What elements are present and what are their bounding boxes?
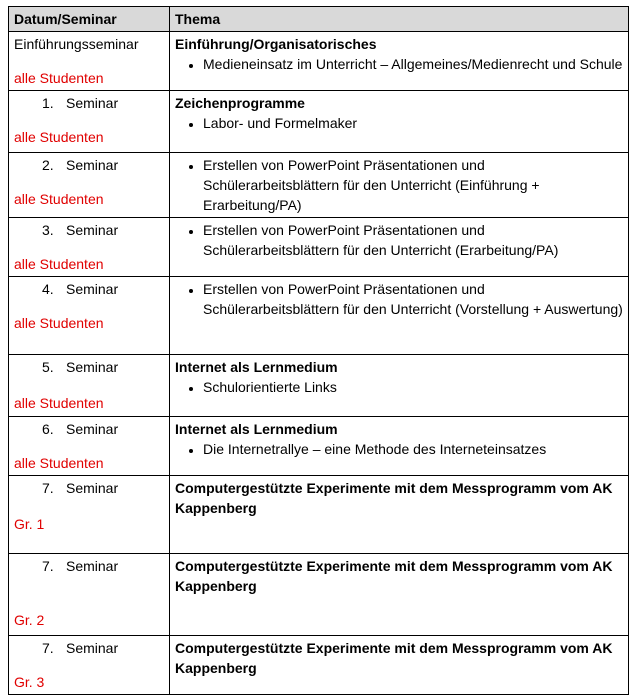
topic-cell: [170, 636, 629, 695]
seminar-name: Seminar: [66, 95, 119, 111]
seminar-cell: [9, 218, 170, 277]
topic-bullet: • Schulorientierte Links: [203, 377, 623, 397]
seminar-cell: [9, 91, 170, 153]
table-row: [9, 218, 629, 277]
header-row: [9, 7, 629, 32]
table-row: [9, 277, 629, 355]
seminar-label: [14, 357, 164, 377]
seminar-label: [14, 220, 164, 240]
topic-bullet: • Labor- und Formelmaker: [203, 113, 623, 133]
topic-title: Zeichenprogramme: [175, 95, 305, 111]
topic-title: Einführung/Organisatorisches: [175, 36, 377, 52]
audience-label: alle Studenten: [14, 129, 104, 145]
seminar-name: Seminar: [66, 421, 119, 437]
seminar-cell: [9, 355, 170, 417]
header-date-seminar: Datum/Seminar: [9, 7, 170, 32]
seminar-number: 1.: [42, 95, 54, 111]
table-row: [9, 32, 629, 91]
topic-cell: [170, 355, 629, 417]
seminar-cell: [9, 554, 170, 636]
seminar-name: Seminar: [66, 480, 119, 496]
topic-bullet-list: [175, 54, 623, 74]
topic-cell: [170, 91, 629, 153]
topic-bullet: • Medieneinsatz im Unterricht – Allgemeines/Medienrecht und Schule: [203, 54, 623, 74]
seminar-label: [14, 478, 164, 498]
topic-cell: [170, 32, 629, 91]
seminar-number: 6.: [42, 421, 54, 437]
seminar-label: [14, 419, 164, 439]
seminar-number: 7.: [42, 640, 54, 656]
audience-label: alle Studenten: [14, 70, 104, 86]
seminar-name: Seminar: [66, 558, 119, 574]
seminar-name: Seminar: [66, 359, 119, 375]
table-row: [9, 91, 629, 153]
seminar-schedule-table: [8, 6, 629, 695]
seminar-name: Seminar: [66, 157, 119, 173]
topic-bullet-list: [175, 279, 623, 319]
seminar-cell: [9, 476, 170, 554]
topic-cell: [170, 218, 629, 277]
seminar-label: [14, 155, 164, 175]
seminar-number: 3.: [42, 222, 54, 238]
seminar-name: Seminar: [66, 640, 119, 656]
topic-title: Computergestützte Experimente mit dem Messprogramm vom AK Kappenberg: [175, 558, 613, 594]
topic-bullet: • Erstellen von PowerPoint Präsentationen und Schülerarbeitsblättern für den Unterricht (Erarbeitung/PA): [203, 220, 623, 260]
topic-cell: [170, 277, 629, 355]
topic-bullet-list: [175, 155, 623, 215]
audience-label: alle Studenten: [14, 455, 104, 471]
audience-label: Gr. 1: [14, 516, 45, 532]
table-row: [9, 476, 629, 554]
topic-bullet-list: [175, 220, 623, 260]
seminar-name: Einführungsseminar: [14, 36, 139, 52]
topic-cell: [170, 417, 629, 476]
audience-label: Gr. 2: [14, 612, 45, 628]
seminar-cell: [9, 417, 170, 476]
topic-title: Computergestützte Experimente mit dem Messprogramm vom AK Kappenberg: [175, 480, 613, 516]
topic-bullet-list: [175, 439, 623, 459]
topic-bullet-list: [175, 377, 623, 397]
seminar-label: [14, 279, 164, 299]
seminar-number: 7.: [42, 480, 54, 496]
table-row: [9, 355, 629, 417]
seminar-name: Seminar: [66, 222, 119, 238]
topic-cell: [170, 153, 629, 218]
seminar-label: [14, 638, 164, 658]
seminar-cell: [9, 153, 170, 218]
table-row: [9, 554, 629, 636]
seminar-cell: [9, 636, 170, 695]
seminar-cell: [9, 277, 170, 355]
topic-bullet: • Erstellen von PowerPoint Präsentationen und Schülerarbeitsblättern für den Unterricht (Einführung + Erarbeitung/PA): [203, 155, 623, 215]
seminar-number: 4.: [42, 281, 54, 297]
audience-label: alle Studenten: [14, 315, 104, 331]
topic-cell: [170, 476, 629, 554]
header-topic: Thema: [170, 7, 629, 32]
seminar-number: 5.: [42, 359, 54, 375]
topic-bullet: • Die Internetrallye – eine Methode des Interneteinsatzes: [203, 439, 623, 459]
table-row: [9, 153, 629, 218]
seminar-cell: [9, 32, 170, 91]
topic-bullet: • Erstellen von PowerPoint Präsentationen und Schülerarbeitsblättern für den Unterricht (Vorstellung + Auswertung): [203, 279, 623, 319]
audience-label: alle Studenten: [14, 191, 104, 207]
seminar-label: [14, 93, 164, 113]
seminar-name: Seminar: [66, 281, 119, 297]
topic-title: Computergestützte Experimente mit dem Messprogramm vom AK Kappenberg: [175, 640, 613, 676]
audience-label: alle Studenten: [14, 256, 104, 272]
topic-title: Internet als Lernmedium: [175, 421, 338, 437]
topic-bullet-list: [175, 113, 623, 133]
table-row: [9, 417, 629, 476]
audience-label: alle Studenten: [14, 395, 104, 411]
topic-cell: [170, 554, 629, 636]
audience-label: Gr. 3: [14, 674, 45, 690]
seminar-label: [14, 34, 164, 54]
table-row: [9, 636, 629, 695]
seminar-number: 2.: [42, 157, 54, 173]
schedule-body: [9, 32, 629, 695]
seminar-number: 7.: [42, 558, 54, 574]
seminar-label: [14, 556, 164, 576]
topic-title: Internet als Lernmedium: [175, 359, 338, 375]
